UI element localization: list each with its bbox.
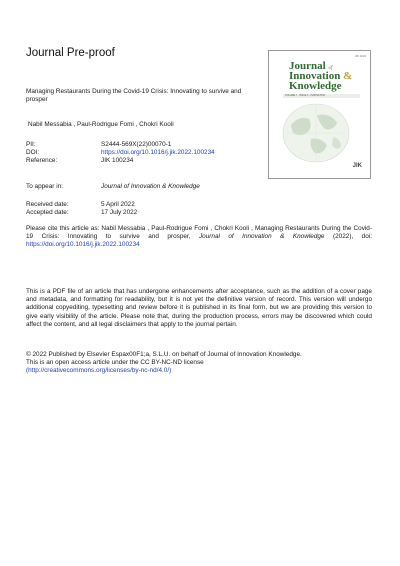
cover-title-innovation: Innovation bbox=[289, 70, 341, 82]
article-authors: Nabil Messabia , Paul-Rodrigue Fomi , Chokri Kooli bbox=[28, 121, 174, 128]
pii-row bbox=[26, 141, 215, 149]
appear-row bbox=[26, 183, 200, 191]
pre-proof-notice: This is a PDF file of an article that has undergone enhancements after acceptance, such as the addition of a cover page and metadata, and formatting for readability, but it is not yet the definitive version of record. This version will undergo additional copyediting, typesetting and review before it is published in its final form, but we are providing this version to give early visibility of the article. Please note that, during the production process, errors may be discovered which could affect the content, and all legal disclaimers that apply to the journal pertain. bbox=[26, 288, 372, 328]
appear-label: To appear in: bbox=[26, 183, 63, 190]
citation-prefix: Please cite this article as: Nabil Messabia , Paul-Rodrigue Fomi , Chokri Kooli , Managing Restaurants During the Covid-19 Crisis: Innovating to survive and prosper, bbox=[26, 225, 372, 241]
dates-block bbox=[26, 201, 137, 217]
reference-label: Reference: bbox=[26, 157, 58, 165]
citation-doi-link[interactable]: https://doi.org/10.1016/j.jik.2022.100234 bbox=[26, 241, 140, 249]
page-heading: Journal Pre-proof bbox=[26, 47, 115, 59]
globe-icon bbox=[281, 103, 351, 163]
journal-cover-image bbox=[268, 50, 371, 179]
reference-value: JIK 100234 bbox=[101, 157, 134, 165]
cover-logo: JIK bbox=[352, 163, 362, 169]
license-block bbox=[26, 351, 372, 376]
doi-link[interactable]: https://doi.org/10.1016/j.jik.2022.100234 bbox=[101, 149, 215, 157]
cover-issn: JIK 2022 bbox=[354, 54, 366, 58]
received-value: 5 April 2022 bbox=[101, 201, 135, 208]
accepted-row bbox=[26, 209, 137, 217]
reference-row bbox=[26, 157, 215, 165]
received-row bbox=[26, 201, 137, 209]
doi-label: DOI: bbox=[26, 149, 40, 157]
cover-title-of: of bbox=[328, 66, 333, 71]
accepted-label: Accepted date: bbox=[26, 209, 69, 217]
citation-year: (2022), doi: bbox=[332, 233, 372, 241]
received-label: Received date: bbox=[26, 201, 69, 208]
pii-label: PII: bbox=[26, 141, 36, 148]
doi-row bbox=[26, 149, 215, 157]
cover-title-line3: Knowledge bbox=[289, 80, 342, 92]
license-url-link[interactable]: (http://creativecommons.org/licenses/by-nc-nd/4.0/) bbox=[26, 367, 172, 375]
appear-block bbox=[26, 183, 200, 191]
cover-title-journal: Journal bbox=[289, 60, 326, 72]
cover-title-amp: & bbox=[343, 70, 353, 82]
pii-value: S2444-569X(22)00070-1 bbox=[101, 141, 172, 148]
accepted-value: 17 July 2022 bbox=[101, 209, 138, 217]
appear-journal: Journal of Innovation & Knowledge bbox=[101, 183, 200, 190]
open-access-line: This is an open access article under the CC BY-NC-ND license bbox=[26, 359, 204, 367]
citation-paragraph bbox=[26, 225, 372, 250]
identifier-block bbox=[26, 141, 215, 166]
copyright-line: © 2022 Published by Elsevier Espax00F1;a, S.L.U. on behalf of Journal of Innovation Knowledge. bbox=[26, 351, 302, 358]
article-title: Managing Restaurants During the Covid-19 Crisis: Innovating to survive and prosper bbox=[26, 88, 242, 104]
cover-band: VOLUME 7 · ISSUE 3 · INNOVATION bbox=[283, 94, 360, 98]
citation-journal: Journal of Innovation & Knowledge bbox=[198, 233, 325, 241]
